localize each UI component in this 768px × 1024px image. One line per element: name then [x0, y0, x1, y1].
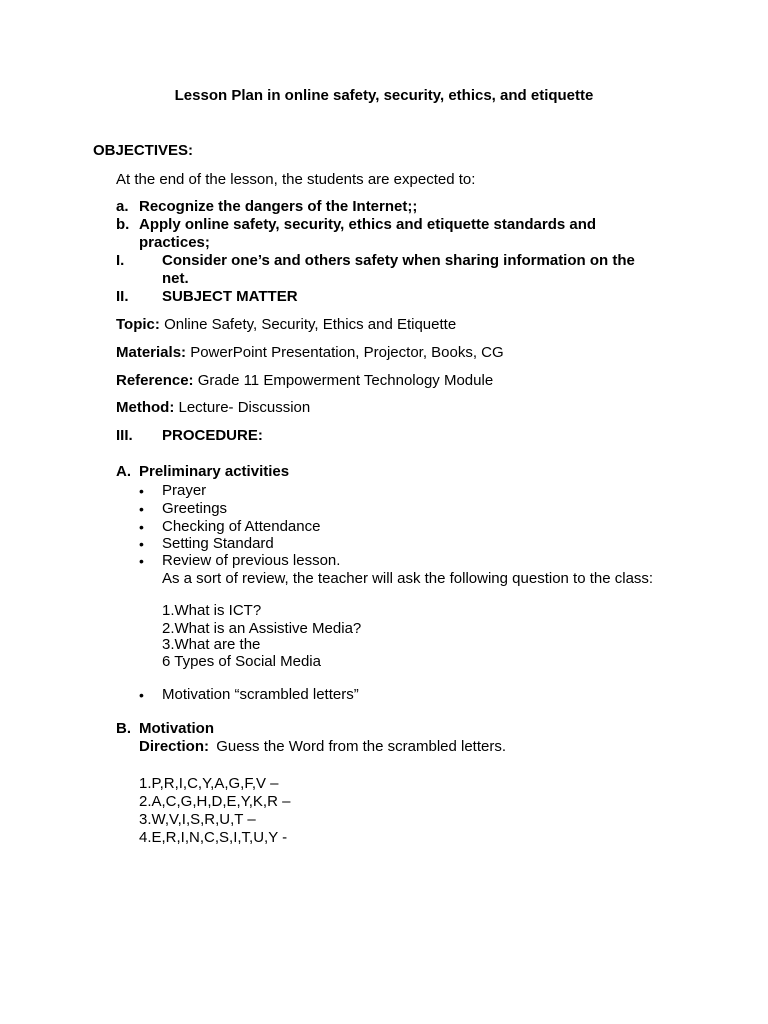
direction-line	[139, 738, 506, 755]
motivation-heading: Motivation	[139, 720, 214, 737]
subject-matter-heading: SUBJECT MATTER	[162, 288, 298, 305]
scrambled-word: 1.P,R,I,C,Y,A,G,F,V –	[139, 775, 279, 792]
objective-c-text-line1: Consider one’s and others safety when sharing information on the	[162, 252, 635, 269]
materials-line	[116, 344, 504, 361]
method-value: Lecture- Discussion	[178, 399, 311, 416]
procedure-heading: PROCEDURE:	[162, 427, 263, 444]
activity-setting-standard: Setting Standard	[162, 535, 274, 552]
bullet-glyph: •	[139, 553, 144, 569]
method-line	[116, 399, 310, 416]
objective-c-marker: I.	[116, 252, 125, 269]
preliminary-marker: A.	[116, 463, 131, 480]
reference-label: Reference:	[116, 372, 194, 389]
bullet-glyph: •	[139, 501, 144, 517]
bullet-glyph: •	[139, 483, 144, 499]
activity-greetings: Greetings	[162, 500, 228, 517]
review-description: As a sort of review, the teacher will ask the following question to the class:	[162, 570, 654, 587]
objective-a-text: Recognize the dangers of the Internet;;	[139, 198, 418, 215]
activity-prayer: Prayer	[162, 482, 207, 499]
topic-line	[116, 316, 456, 333]
objective-b-marker: b.	[116, 216, 130, 233]
review-question: 2.What is an Assistive Media?	[162, 620, 362, 637]
objective-c-text-line2: net.	[162, 270, 189, 287]
materials-value: PowerPoint Presentation, Projector, Books, CG	[190, 344, 504, 361]
bullet-glyph: •	[139, 519, 144, 535]
review-question: 3.What are the	[162, 636, 261, 653]
objectives-intro: At the end of the lesson, the students are expected to:	[116, 171, 476, 188]
procedure-marker: III.	[116, 427, 133, 444]
objective-b-text-line1: Apply online safety, security, ethics and etiquette standards and	[139, 216, 597, 233]
method-label: Method:	[116, 399, 175, 416]
preliminary-heading: Preliminary activities	[139, 463, 290, 480]
direction-text: Guess the Word from the scrambled letters.	[216, 738, 507, 755]
scrambled-word: 3.W,V,I,S,R,U,T –	[139, 811, 256, 828]
review-question: 6 Types of Social Media	[162, 653, 321, 670]
bullet-glyph: •	[139, 687, 144, 703]
document-title: Lesson Plan in online safety, security, ethics, and etiquette	[174, 87, 594, 104]
activity-review: Review of previous lesson.	[162, 552, 341, 569]
objectives-heading: OBJECTIVES:	[93, 142, 194, 159]
topic-label: Topic:	[116, 316, 160, 333]
topic-value: Online Safety, Security, Ethics and Etiquette	[164, 316, 457, 333]
bullet-glyph: •	[139, 536, 144, 552]
activity-motivation: Motivation “scrambled letters”	[162, 686, 359, 703]
objective-b-text-line2: practices;	[139, 234, 210, 251]
subject-matter-marker: II.	[116, 288, 129, 305]
activity-attendance: Checking of Attendance	[162, 518, 321, 535]
review-question: 1.What is ICT?	[162, 602, 262, 619]
reference-value: Grade 11 Empowerment Technology Module	[197, 372, 494, 389]
objective-a-marker: a.	[116, 198, 129, 215]
reference-line	[116, 372, 493, 389]
materials-label: Materials:	[116, 344, 187, 361]
motivation-marker: B.	[116, 720, 131, 737]
scrambled-word: 2.A,C,G,H,D,E,Y,K,R –	[139, 793, 291, 810]
direction-label: Direction:	[139, 738, 210, 755]
scrambled-word: 4.E,R,I,N,C,S,I,T,U,Y -	[139, 829, 288, 846]
